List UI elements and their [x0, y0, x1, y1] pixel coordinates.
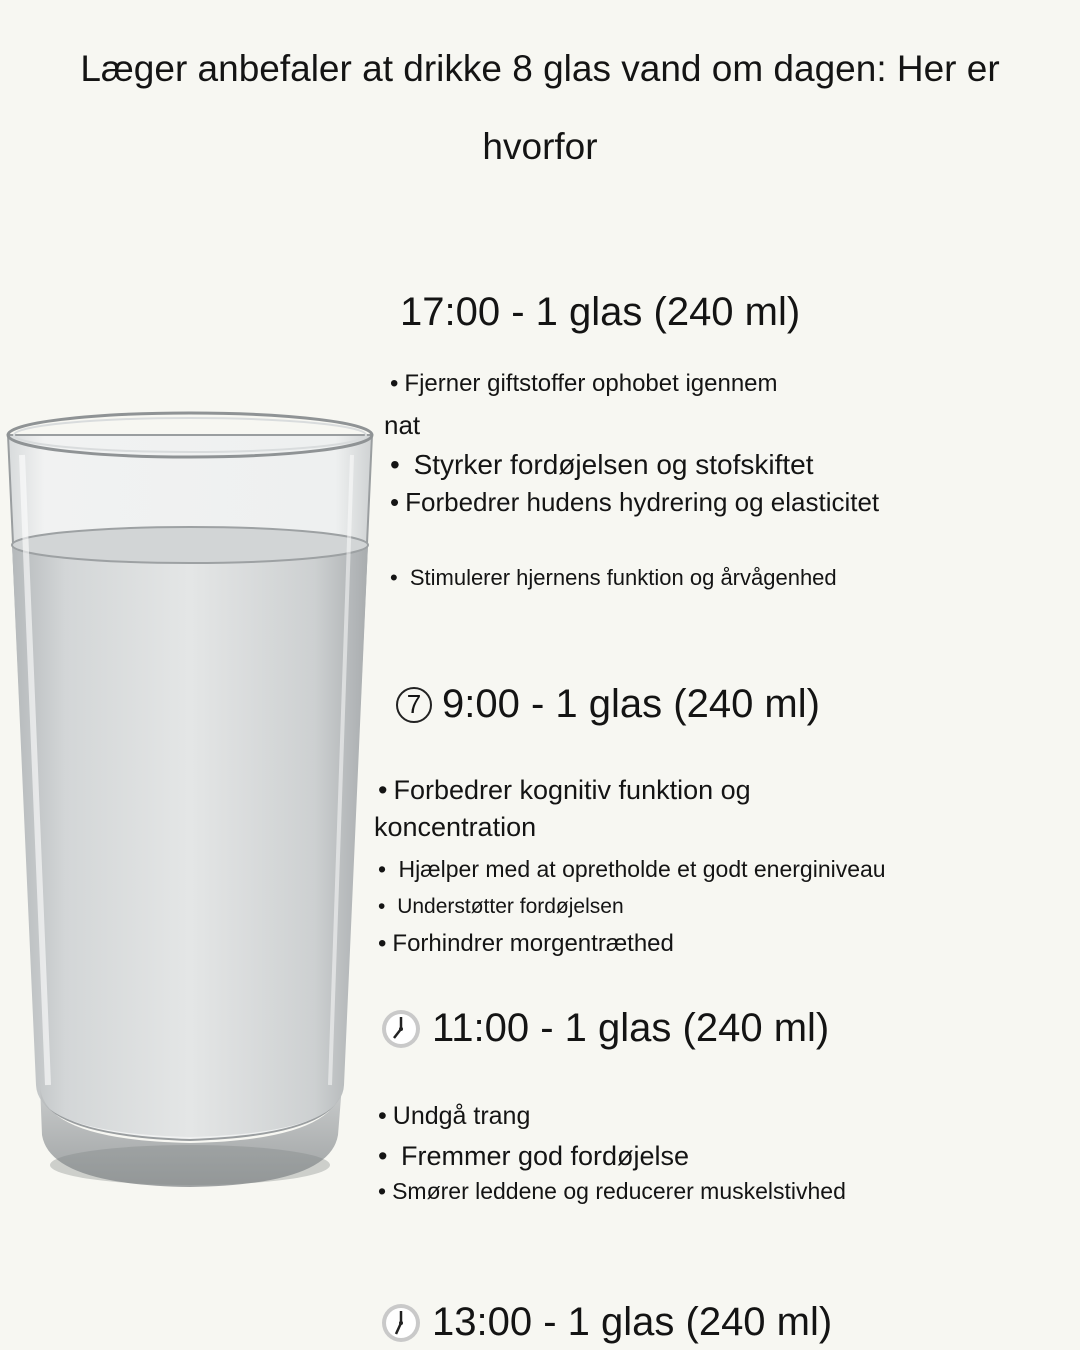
list-item: • Hjælper med at opretholde et godt energiniveau	[378, 856, 886, 882]
clock-icon	[380, 1008, 422, 1050]
list-item: • Fjerner giftstoffer ophobet igennem	[390, 370, 778, 397]
list-item: • Smører leddene og reducerer muskelstivhed	[378, 1178, 846, 1204]
section-heading-3	[380, 1006, 829, 1051]
section-heading-3-text: 11:00 - 1 glas (240 ml)	[432, 1006, 830, 1050]
list-item: • Understøtter fordøjelsen	[378, 895, 624, 918]
section-heading-2-text: 9:00 - 1 glas (240 ml)	[442, 682, 820, 726]
section-heading-1-text: 17:00 - 1 glas (240 ml)	[400, 290, 801, 334]
list-item: • Forhindrer morgentræthed	[378, 930, 674, 957]
page-title: Læger anbefaler at drikke 8 glas vand om dagen: Her er hvorfor	[80, 48, 1000, 167]
list-item: • Fremmer god fordøjelse	[378, 1141, 690, 1171]
section-heading-1	[400, 290, 800, 335]
list-item: • Forbedrer hudens hydrering og elasticitet	[390, 487, 880, 517]
section-heading-2	[396, 682, 820, 727]
list-item: nat	[384, 410, 421, 440]
list-item: • Forbedrer kognitiv funktion og	[378, 775, 751, 805]
clock-seven-icon: 7	[396, 687, 432, 723]
list-item: • Styrker fordøjelsen og stofskiftet	[390, 449, 814, 480]
section-heading-4	[380, 1300, 832, 1345]
list-item: • Undgå trang	[378, 1102, 531, 1130]
clock-icon	[380, 1302, 422, 1344]
list-item: koncentration	[374, 812, 537, 842]
water-glass-image	[0, 395, 390, 1275]
section-heading-4-text: 13:00 - 1 glas (240 ml)	[432, 1300, 833, 1344]
list-item: • Stimulerer hjernens funktion og årvågenhed	[390, 565, 837, 590]
